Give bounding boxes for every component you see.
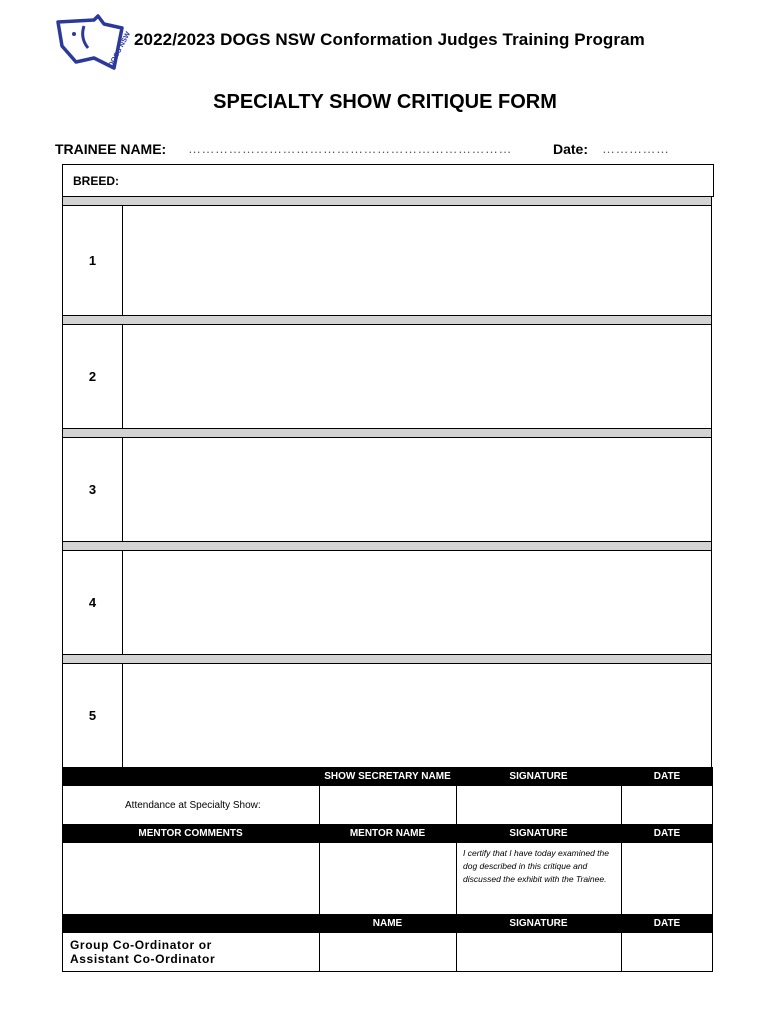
row-separator — [63, 197, 711, 206]
critique-row-number: 4 — [63, 551, 123, 654]
mentor-signature-field[interactable] — [456, 842, 622, 915]
logo-text: DOGS NSW — [107, 30, 133, 69]
date-label: Date: — [553, 141, 589, 157]
row-separator — [63, 316, 711, 325]
critique-row-number: 1 — [63, 206, 123, 315]
coordinator-label-line2: Assistant Co-Ordinator — [70, 952, 216, 966]
mentor-signature-header: SIGNATURE — [456, 824, 621, 842]
critique-row[interactable] — [62, 541, 712, 655]
mentor-date-header: DATE — [621, 824, 713, 842]
coordinator-signature-field[interactable] — [456, 932, 622, 972]
critique-row-number: 5 — [63, 664, 123, 767]
attendance-header-blank — [62, 767, 319, 785]
mentor-comments-field[interactable] — [62, 842, 320, 915]
coordinator-name-header: NAME — [319, 914, 456, 932]
trainee-name-field[interactable]: ……………………………………………………………… — [188, 141, 512, 156]
coordinator-signature-header: SIGNATURE — [456, 914, 621, 932]
show-secretary-name-header: SHOW SECRETARY NAME — [319, 767, 456, 785]
program-title: 2022/2023 DOGS NSW Conformation Judges Training Program — [134, 30, 645, 49]
coordinator-date-header: DATE — [621, 914, 713, 932]
dogs-nsw-logo — [54, 16, 133, 70]
critique-row-number: 3 — [63, 438, 123, 541]
row-separator — [63, 655, 711, 664]
mentor-comments-header: MENTOR COMMENTS — [62, 824, 319, 842]
row-separator — [63, 542, 711, 551]
critique-row-number: 2 — [63, 325, 123, 428]
breed-field[interactable] — [62, 164, 714, 197]
coordinator-label — [62, 932, 320, 972]
mentor-name-field[interactable] — [319, 842, 457, 915]
attendance-signature-field[interactable] — [456, 785, 622, 825]
attendance-label: Attendance at Specialty Show: — [62, 785, 320, 825]
coordinator-header-blank — [62, 914, 319, 932]
trainee-name-label: TRAINEE NAME: — [55, 141, 167, 157]
critique-row[interactable] — [62, 654, 712, 768]
attendance-date-field[interactable] — [621, 785, 713, 825]
coordinator-date-field[interactable] — [621, 932, 713, 972]
coordinator-label-line1: Group Co-Ordinator or — [70, 938, 212, 952]
form-title: SPECIALTY SHOW CRITIQUE FORM — [213, 91, 557, 113]
certify-statement: I certify that I have today examined the dog described in this critique and discussed the exhibit with the Trainee. — [463, 848, 609, 884]
coordinator-name-field[interactable] — [319, 932, 457, 972]
mentor-name-header: MENTOR NAME — [319, 824, 456, 842]
critique-row[interactable] — [62, 315, 712, 429]
attendance-date-header: DATE — [621, 767, 713, 785]
critique-row[interactable] — [62, 196, 712, 316]
breed-label: BREED: — [73, 174, 120, 188]
show-secretary-name-field[interactable] — [319, 785, 457, 825]
mentor-date-field[interactable] — [621, 842, 713, 915]
row-separator — [63, 429, 711, 438]
critique-row[interactable] — [62, 428, 712, 542]
date-field[interactable]: …………… — [602, 141, 670, 156]
attendance-signature-header: SIGNATURE — [456, 767, 621, 785]
